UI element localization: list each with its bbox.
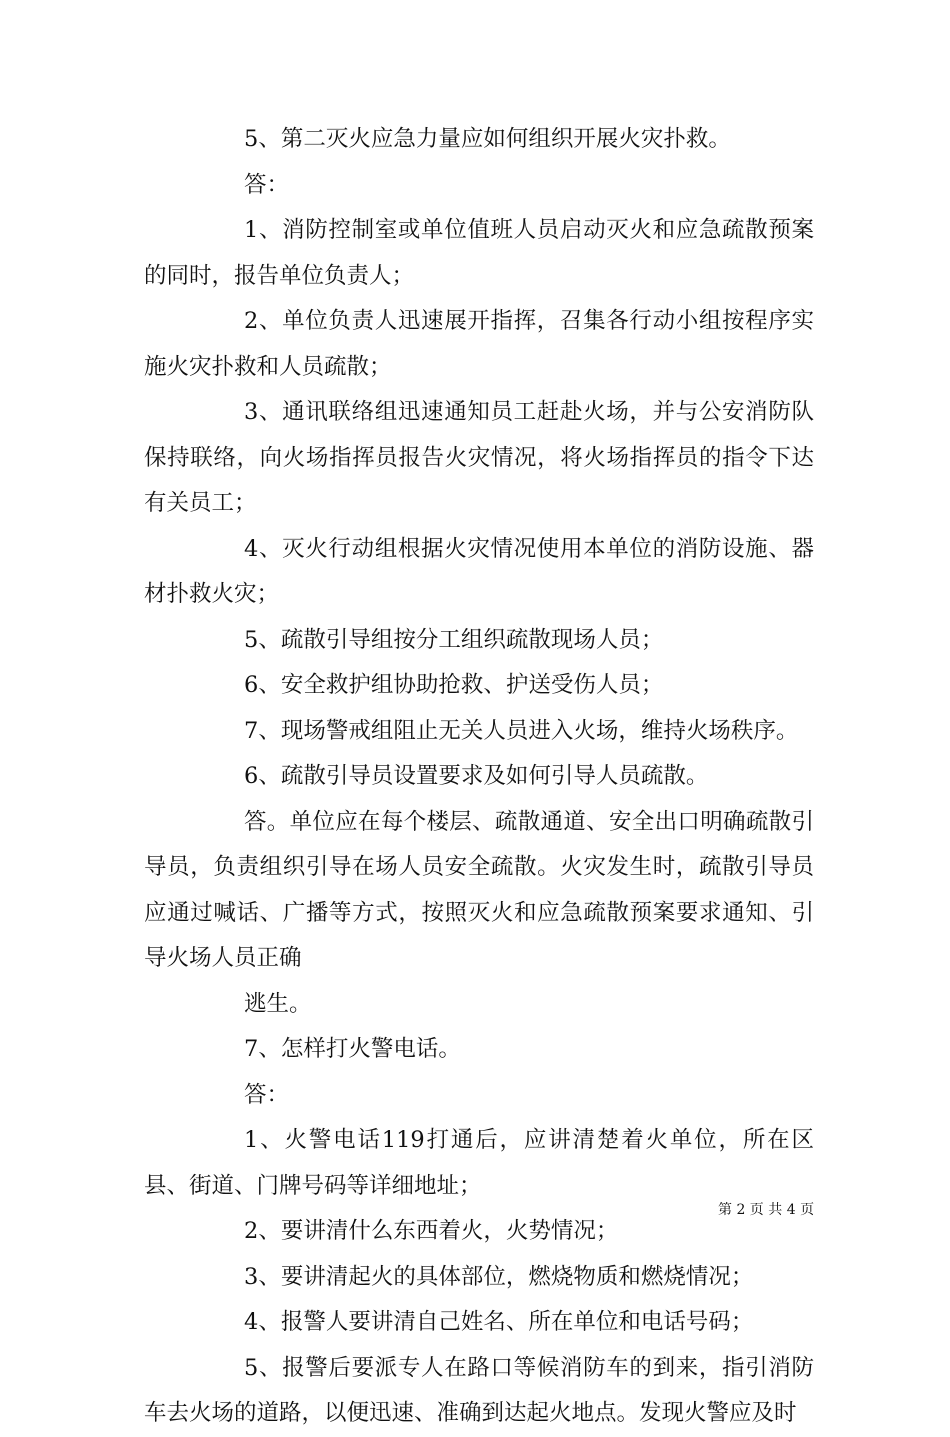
- paragraph-answer-label: 答：: [244, 1081, 290, 1108]
- paragraph-item: 1、火警电话119打通后，应讲清楚着火单位，所在区县、街道、门牌号码等详细地址；: [144, 1127, 814, 1199]
- paragraph-continuation: 逃生。: [244, 990, 312, 1017]
- paragraph-item: 3、要讲清起火的具体部位，燃烧物质和燃烧情况；: [244, 1263, 754, 1290]
- paragraph-answer: 答。单位应在每个楼层、疏散通道、安全出口明确疏散引导员，负责组织引导在场人员安全疏散。火灾发生时，疏散引导员应通过喊话、广播等方式，按照灭火和应急疏散预案要求通知、引导火场人员正确: [144, 808, 814, 971]
- paragraph-item: 4、报警人要讲清自己姓名、所在单位和电话号码；: [244, 1309, 754, 1335]
- paragraph-question-6: 6、疏散引导员设置要求及如何引导人员疏散。: [244, 763, 709, 789]
- paragraph-question-7: 7、怎样打火警电话。: [244, 1036, 461, 1062]
- paragraph-answer-label: 答：: [244, 171, 290, 198]
- paragraph-item: 4、灭火行动组根据火灾情况使用本单位的消防设施、器材扑救火灾；: [144, 535, 814, 607]
- paragraph-item: 5、报警后要派专人在路口等候消防车的到来，指引消防车去火场的道路，以便迅速、准确到达起火地点。发现火警应及时: [144, 1354, 814, 1426]
- paragraph-item: 2、单位负责人迅速展开指挥，召集各行动小组按程序实施火灾扑救和人员疏散；: [144, 308, 814, 380]
- paragraph-item: 2、要讲清什么东西着火，火势情况；: [244, 1218, 619, 1244]
- paragraph-item: 1、消防控制室或单位值班人员启动灭火和应急疏散预案的同时，报告单位负责人；: [144, 217, 814, 289]
- paragraph-item: 3、通讯联络组迅速通知员工赶赴火场，并与公安消防队保持联络，向火场指挥员报告火灾情况，将火场指挥员的指令下达有关员工；: [144, 399, 814, 516]
- document-body: [144, 117, 814, 1437]
- paragraph-item: 6、安全救护组协助抢救、护送受伤人员；: [244, 672, 664, 698]
- page-number-footer: 第 2 页 共 4 页: [718, 1202, 815, 1218]
- paragraph-item: 5、疏散引导组按分工组织疏散现场人员；: [244, 626, 664, 653]
- paragraph-item: 7、现场警戒组阻止无关人员进入火场，维持火场秩序。: [244, 717, 799, 744]
- paragraph-question-5: 5、第二灭火应急力量应如何组织开展火灾扑救。: [244, 126, 731, 152]
